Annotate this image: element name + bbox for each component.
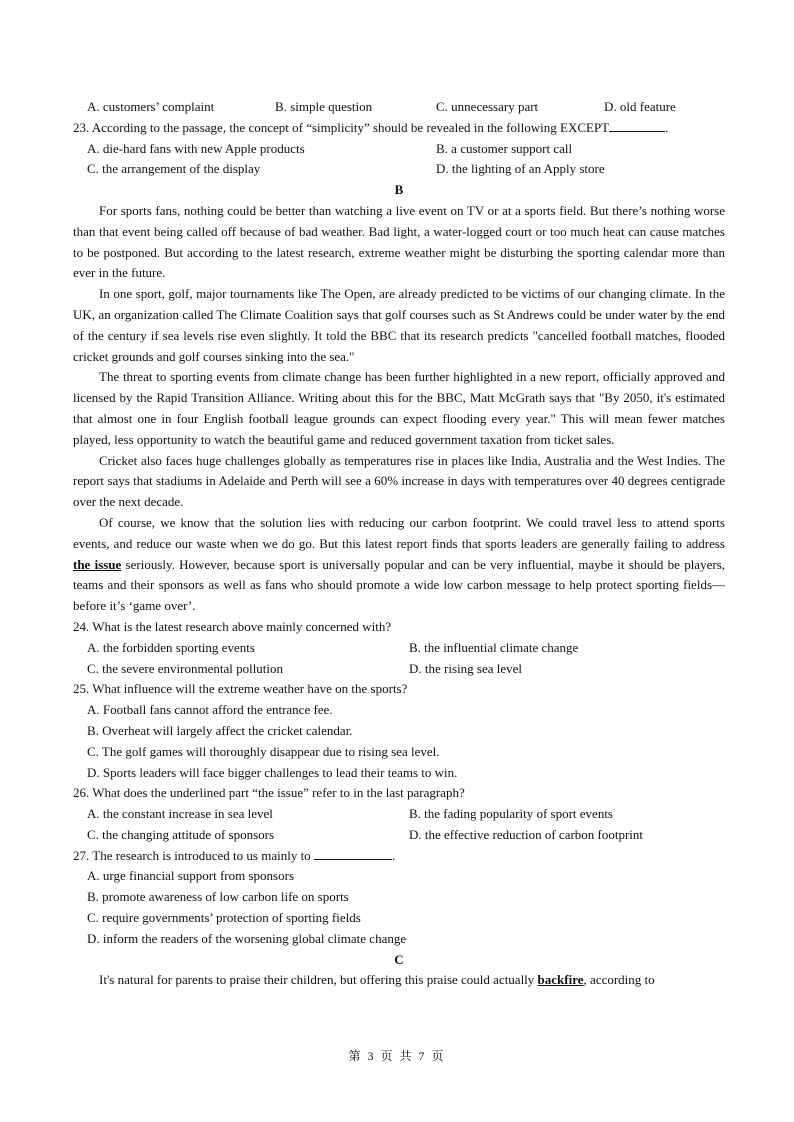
q23-options-row1 xyxy=(73,139,725,160)
passage-b-paragraph-1: For sports fans, nothing could be better than watching a live event on TV or at a sports field. But there’s nothing worse than that event being called off because of bad weather. Bad light, a water-logged court or too much heat can cause matches to be postponed. But according to the latest research, extreme weather might be disturbing the sporting calendar more than ever in the future. xyxy=(73,202,725,281)
q26-option-c: C. the changing attitude of sponsors xyxy=(87,826,275,842)
c-text-before: It's natural for parents to praise their children, but offering this praise could actually xyxy=(99,972,538,988)
section-c-heading: C xyxy=(394,951,404,967)
p5-text-before: Of course, we know that the solution lies with reducing our carbon footprint. We could travel less to attend sports events, and reduce our waste when we do go. But this latest report finds that sports leaders are generally failing to address xyxy=(73,514,725,551)
q25-option-b: B. Overheat will largely affect the cricket calendar. xyxy=(87,722,353,738)
q24-option-d: D. the rising sea level xyxy=(409,660,522,676)
q22-option-d: D. old feature xyxy=(604,99,676,114)
q24-option-b: B. the influential climate change xyxy=(409,639,579,655)
q22-option-b: B. simple question xyxy=(275,99,373,114)
passage-c-paragraph-1 xyxy=(73,970,725,991)
q23-option-b: B. a customer support call xyxy=(436,140,573,156)
section-b-heading: B xyxy=(394,182,404,198)
q24-option-a: A. the forbidden sporting events xyxy=(87,639,255,655)
exam-page xyxy=(73,97,725,991)
q26-options-row1 xyxy=(73,804,725,825)
q25-option-c: C. The golf games will thoroughly disappear due to rising sea level. xyxy=(87,743,440,759)
q26-options-row2 xyxy=(73,825,725,846)
q25-stem: 25. What influence will the extreme weather have on the sports? xyxy=(73,681,408,697)
q23-stem: 23. According to the passage, the concept of “simplicity” should be revealed in the following EXCEPT xyxy=(73,119,610,135)
answer-blank xyxy=(314,846,392,860)
underlined-the-issue: the issue xyxy=(73,556,122,572)
q22-option-c: C. unnecessary part xyxy=(436,99,539,114)
q27-stem-row xyxy=(73,846,725,867)
period: . xyxy=(665,119,669,135)
q27-option-a: A. urge financial support from sponsors xyxy=(87,868,295,884)
q26-option-b: B. the fading popularity of sport events xyxy=(409,806,613,822)
q23-option-a: A. die-hard fans with new Apple products xyxy=(87,140,305,156)
c-text-after: , according to xyxy=(583,972,655,988)
q26-option-a: A. the constant increase in sea level xyxy=(87,806,273,822)
q27-option-c: C. require governments’ protection of sporting fields xyxy=(87,910,361,926)
q24-option-c: C. the severe environmental pollution xyxy=(87,660,284,676)
passage-b-paragraph-4: Cricket also faces huge challenges globally as temperatures rise in places like India, Australia and the West Indies. The report says that stadiums in Adelaide and Perth will see a 60% increase in days with temperatures over 40 degrees centigrade over the next decade. xyxy=(73,452,725,510)
q22-option-a: A. customers’ complaint xyxy=(87,99,215,114)
q27-option-d: D. inform the readers of the worsening global climate change xyxy=(87,930,407,946)
q23-option-d: D. the lighting of an Apply store xyxy=(436,161,605,177)
q24-options-row1 xyxy=(73,638,725,659)
q24-options-row2 xyxy=(73,659,725,680)
p5-text-after: seriously. However, because sport is universally popular and can be very influential, maybe it should be players, teams and their sponsors as well as fans who should promote a wide low carbon message to help protect sporting fields—before it’s ‘game over’. xyxy=(73,556,725,614)
q27-stem: 27. The research is introduced to us mainly to xyxy=(73,847,311,863)
answer-blank xyxy=(609,118,665,132)
q23-option-c: C. the arrangement of the display xyxy=(87,161,261,177)
q22-options xyxy=(73,97,725,118)
underlined-backfire: backfire xyxy=(537,972,584,988)
q27-option-b: B. promote awareness of low carbon life on sports xyxy=(87,889,349,905)
q23-stem-row xyxy=(73,118,725,139)
page-number-footer: 第 3 页 共 7 页 xyxy=(348,1049,446,1063)
q26-option-d: D. the effective reduction of carbon footprint xyxy=(409,826,644,842)
q25-option-d: D. Sports leaders will face bigger challenges to lead their teams to win. xyxy=(87,764,458,780)
q26-stem: 26. What does the underlined part “the issue” refer to in the last paragraph? xyxy=(73,785,465,801)
passage-b-paragraph-3: The threat to sporting events from climate change has been further highlighted in a new report, officially approved and licensed by the Rapid Transition Alliance. Writing about this for the BBC, Matt McGrath says that "By 2050, it's estimated that almost one in four English football league grounds can expect flooding every year." This will mean fewer matches played, less opportunity to watch the beautiful game and reduced government taxation from ticket sales. xyxy=(73,369,725,447)
passage-b-paragraph-5 xyxy=(73,513,725,617)
q23-options-row2 xyxy=(73,159,725,180)
passage-b-paragraph-2: In one sport, golf, major tournaments like The Open, are already predicted to be victims of our changing climate. In the UK, an organization called The Climate Coalition says that golf courses such as St Andrews could be under water by the end of the century if sea levels rise even slightly. It told the BBC that its research predicts "cancelled football matches, flooded cricket grounds and golf courses sinking into the sea." xyxy=(73,286,725,364)
q24-stem: 24. What is the latest research above mainly concerned with? xyxy=(73,618,392,634)
period: . xyxy=(391,847,396,863)
q25-option-a: A. Football fans cannot afford the entrance fee. xyxy=(87,702,333,718)
